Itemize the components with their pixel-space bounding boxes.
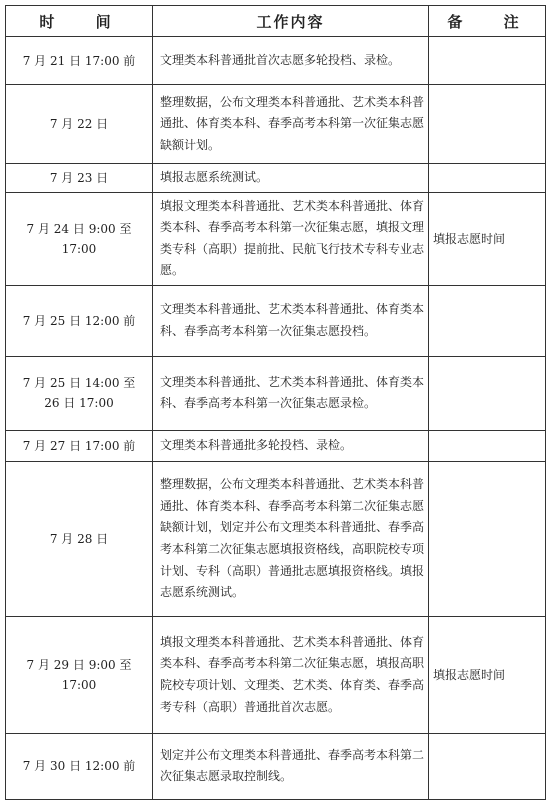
row-time: 7 月 24 日 9:00 至 17:00 <box>6 192 153 285</box>
row-content: 文理类本科普通批、艺术类本科普通批、体育类本科、春季高考本科第一次征集志愿投档。 <box>153 285 429 356</box>
row-content: 文理类本科普通批多轮投档、录检。 <box>153 430 429 461</box>
row-content: 划定并公布文理类本科普通批、春季高考本科第二次征集志愿录取控制线。 <box>153 733 429 799</box>
row-note <box>429 733 546 799</box>
row-content: 文理类本科普通批、艺术类本科普通批、体育类本科、春季高考本科第一次征集志愿录检。 <box>153 356 429 430</box>
row-note: 填报志愿时间 <box>429 192 546 285</box>
row-note <box>429 37 546 85</box>
row-note <box>429 356 546 430</box>
table-row <box>6 356 546 430</box>
row-note <box>429 285 546 356</box>
row-content: 填报文理类本科普通批、艺术类本科普通批、体育类本科、春季高考本科第一次征集志愿，填报文理类专科（高职）提前批、民航飞行技术专科专业志愿。 <box>153 192 429 285</box>
row-note <box>429 430 546 461</box>
row-note <box>429 461 546 616</box>
row-content: 填报文理类本科普通批、艺术类本科普通批、体育类本科、春季高考本科第二次征集志愿，填报高职院校专项计划、文理类、艺术类、体育类、春季高考专科（高职）普通批首次志愿。 <box>153 616 429 733</box>
row-time: 7 月 28 日 <box>6 461 153 616</box>
table-row <box>6 192 546 285</box>
table-row <box>6 430 546 461</box>
table-row <box>6 461 546 616</box>
row-time: 7 月 30 日 12:00 前 <box>6 733 153 799</box>
header-time: 时 间 <box>6 6 153 37</box>
header-note: 备 注 <box>429 6 546 37</box>
row-time: 7 月 22 日 <box>6 85 153 164</box>
schedule-table <box>5 5 546 800</box>
row-time: 7 月 25 日 12:00 前 <box>6 285 153 356</box>
table-row <box>6 37 546 85</box>
header-row <box>6 6 546 37</box>
row-content: 整理数据，公布文理类本科普通批、艺术类本科普通批、体育类本科、春季高考本科第一次征集志愿缺额计划。 <box>153 85 429 164</box>
table-row <box>6 285 546 356</box>
row-note: 填报志愿时间 <box>429 616 546 733</box>
row-time: 7 月 23 日 <box>6 164 153 193</box>
table-row <box>6 85 546 164</box>
table-row <box>6 164 546 193</box>
row-content: 文理类本科普通批首次志愿多轮投档、录检。 <box>153 37 429 85</box>
row-time: 7 月 29 日 9:00 至 17:00 <box>6 616 153 733</box>
header-content: 工作内容 <box>153 6 429 37</box>
row-content: 填报志愿系统测试。 <box>153 164 429 193</box>
row-time: 7 月 25 日 14:00 至 26 日 17:00 <box>6 356 153 430</box>
row-time: 7 月 21 日 17:00 前 <box>6 37 153 85</box>
table-row <box>6 616 546 733</box>
table-row <box>6 733 546 799</box>
row-note <box>429 85 546 164</box>
row-note <box>429 164 546 193</box>
row-time: 7 月 27 日 17:00 前 <box>6 430 153 461</box>
row-content: 整理数据，公布文理类本科普通批、艺术类本科普通批、体育类本科、春季高考本科第二次征集志愿缺额计划，划定并公布文理类本科普通批、春季高考本科第二次征集志愿填报资格线，高职院校专项计划、专科（高职）普通批志愿填报资格线。填报志愿系统测试。 <box>153 461 429 616</box>
